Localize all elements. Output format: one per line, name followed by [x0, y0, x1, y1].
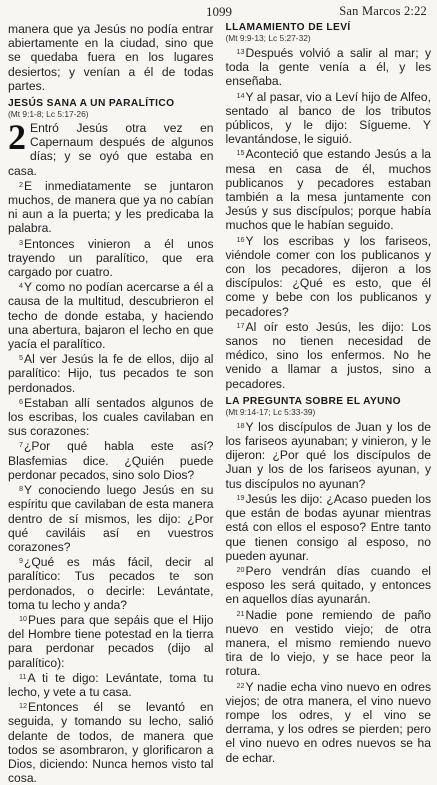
- verse-paragraph: [8, 438, 214, 482]
- verse-text: Y nadie echa vino nuevo en odres viejos; de otra manera, el vino nuevo rompe los odres, y el vino se derrama, y los odres se pierden; pero el vino nuevo en odres nuevos se ha de echar.: [225, 679, 431, 765]
- verse-text: Pero vendrán días cuando el esposo les será quitado, y entonces en aquellos días ayunarán.: [225, 563, 431, 607]
- verse-list: [8, 178, 214, 785]
- running-head: San Marcos 2:22: [339, 4, 427, 18]
- verse-paragraph: [8, 554, 214, 612]
- verse-number: 11: [19, 671, 27, 681]
- intro-paragraph: manera que ya Jesús no podía entrar abiertamente en la ciudad, sino que se quedaba fuera en los lugares desiertos; y venían a él de todas partes.: [8, 22, 214, 93]
- verse-paragraph: [226, 679, 432, 765]
- verse-paragraph: [226, 491, 432, 563]
- verse-paragraph: [8, 612, 214, 670]
- verse-text: Y los discípulos de Juan y los de los fariseos ayunaban; y vinieron, y le dijeron: ¿Por qué los discípulos de Juan y los de los fariseos ayunan, y tus discípulos no ayunan?: [225, 419, 431, 491]
- verse-paragraph: [8, 351, 214, 395]
- cross-reference: (Mt 9:1-8; Lc 5:17-26): [8, 109, 89, 120]
- verse-paragraph: [226, 146, 432, 232]
- verse-text: Pues para que sepáis que el Hijo del Hombre tiene potestad en la tierra para perdonar pecados (dijo al paralítico):: [8, 612, 214, 670]
- left-column: [8, 22, 220, 785]
- verse-number: 22: [236, 680, 245, 690]
- verse-number: 18: [236, 420, 245, 430]
- verse-number: 21: [236, 608, 245, 618]
- verse-paragraph: [226, 319, 432, 391]
- verse-paragraph: [226, 607, 432, 679]
- right-column: [220, 22, 432, 765]
- verse-text: Nadie pone remiendo de paño nuevo en vestido viejo; de otra manera, el mismo remiendo nuevo tira de lo viejo, y se hace peor la rotura.: [225, 607, 431, 679]
- verse-number: 10: [19, 613, 27, 623]
- page-header: [0, 4, 437, 20]
- verse-text: Aconteció que estando Jesús a la mesa en casa de él, muchos publicanos y pecadores estaban también a la mesa juntamente con Jesús y sus discípulos; porque había muchos que le habían seguido.: [225, 147, 431, 233]
- verse-number: 14: [236, 90, 245, 100]
- verse-number: 7: [19, 440, 23, 450]
- section-heading: LA PREGUNTA SOBRE EL AYUNO: [225, 395, 401, 407]
- verse-paragraph: [8, 670, 214, 699]
- verse-text: Al ver Jesús la fe de ellos, dijo al paralítico: Hijo, tus pecados te son perdonados.: [8, 352, 214, 395]
- two-column-body: [8, 22, 431, 785]
- verse-paragraph: [8, 395, 214, 439]
- verse-number: 20: [236, 564, 245, 574]
- verse-text: E inmediatamente se juntaron muchos, de manera que ya no cabían ni aun a la puerta; y les predicaba la palabra.: [8, 178, 214, 236]
- verse-text: Entonces vinieron a él unos trayendo un paralítico, que era cargado por cuatro.: [8, 236, 214, 280]
- verse-text: Y los escribas y los fariseos, viéndole comer con los publicanos y con los pecadores, dijeron a los discípulos: ¿Qué es esto, que él come y bebe con los publicanos y pecadores?: [225, 233, 431, 319]
- section-heading-paralitico: JESÚS SANA A UN PARALÍTICO: [8, 98, 175, 110]
- verse-number: 15: [236, 148, 245, 158]
- verse-number: 13: [236, 47, 245, 56]
- verse-text: Estaban allí sentados algunos de los escribas, los cuales cavilaban en sus corazones:: [8, 395, 214, 439]
- verse-number: 3: [19, 237, 23, 247]
- section-heading: LLAMAMIENTO DE LEVÍ: [225, 22, 351, 33]
- verse-text: Y como no podían acercarse a él a causa de la multitud, descubrieron el techo de donde estaba, y haciendo una abertura, bajaron el lecho en que yacía el paralítico.: [8, 280, 214, 352]
- verse-paragraph: [226, 89, 432, 147]
- verse-text: ¿Por qué habla este así? Blasfemias dice. ¿Quién puede perdonar pecados, sino solo Dios?: [8, 439, 214, 482]
- cross-reference: (Mt 9:9-13; Lc 5:27-32): [225, 33, 311, 43]
- verse-paragraph: [226, 419, 432, 491]
- verse-number: 12: [19, 701, 27, 711]
- verse-number: 2: [19, 179, 23, 189]
- chapter-number: 2: [8, 117, 26, 158]
- verse-text: Entonces él se levantó en seguida, y tomando su lecho, salió delante de todos, de manera que todos se asombraron, y glorificaron a Dios, diciendo: Nunca hemos visto tal cosa.: [8, 700, 214, 785]
- chapter-opening-text: Entró Jesús otra vez en Capernaum después de algunos días; y se oyó que estaba en casa.: [8, 121, 214, 178]
- verse-number: 5: [19, 353, 23, 363]
- verse-number: 19: [236, 492, 245, 502]
- verse-number: 6: [19, 396, 23, 406]
- verse-number: 17: [236, 320, 245, 330]
- verse-number: 4: [19, 281, 23, 291]
- verse-text: Al oír esto Jesús, les dijo: Los sanos no tienen necesidad de médico, sino los enfermos. No he venido a llamar a justos, sino a pecadores.: [225, 319, 431, 391]
- cross-reference: (Mt 9:14-17; Lc 5:33-39): [225, 406, 316, 417]
- verse-paragraph: [8, 699, 214, 785]
- verse-paragraph: [8, 236, 214, 280]
- verse-number: 16: [236, 234, 245, 244]
- verse-paragraph: [226, 233, 432, 319]
- verse-text: A ti te digo: Levántate, toma tu lecho, y vete a tu casa.: [8, 670, 214, 699]
- verse-paragraph: [8, 482, 214, 554]
- verse-number: 8: [19, 484, 23, 494]
- verse-text: Jesús les dijo: ¿Acaso pueden los que están de bodas ayunar mientras está con ellos el esposo? Entre tanto que tienen consigo al esposo, no pueden ayunar.: [225, 491, 431, 563]
- page-number: 1099: [206, 4, 232, 19]
- verse-paragraph: [8, 178, 214, 236]
- verse-text: ¿Qué es más fácil, decir al paralítico: Tus pecados te son perdonados, o decirle: Levántate, toma tu lecho y anda?: [8, 555, 214, 612]
- verse-paragraph: [8, 279, 214, 351]
- verse-text: Y al pasar, vio a Leví hijo de Alfeo, sentado al banco de los tributos públicos, y le dijo: Sígueme. Y levantándose, le siguió.: [225, 89, 431, 147]
- verse-text: Después volvió a salir al mar; y toda la gente venía a él, y les enseñaba.: [225, 46, 431, 89]
- verse-paragraph: [226, 563, 432, 607]
- chapter-opening-paragraph: [8, 117, 214, 178]
- verse-text: Y conociendo luego Jesús en su espíritu que cavilaban de esta manera dentro de sí mismos, les dijo: ¿Por qué caviláis así en vuestros corazones?: [8, 483, 214, 554]
- verse-number: 9: [19, 556, 23, 566]
- verse-paragraph: [226, 45, 432, 89]
